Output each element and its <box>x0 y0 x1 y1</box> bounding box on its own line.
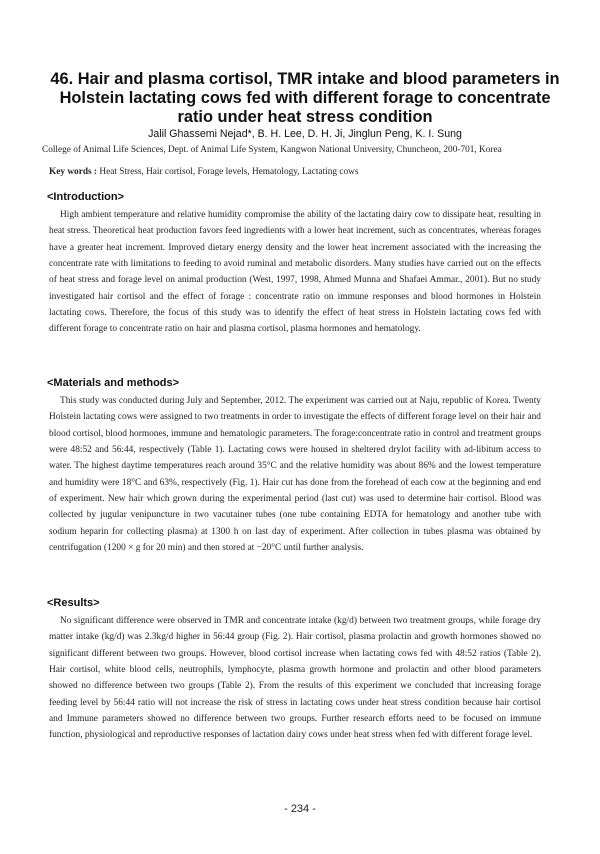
keywords-label: Key words : <box>49 167 98 177</box>
page-number: - 234 - <box>284 803 316 815</box>
methods-paragraph <box>49 393 541 556</box>
results-paragraph <box>49 613 541 744</box>
results-text: No significant difference were observed in TMR and concentrate intake (kg/d) between two treatment groups, while forage dry matter intake (kg/d) was 2.3kg/d higher in 56:44 group (Fig. 2). Hair cortisol, plasma prolactin and growth hormones showed no significant different between two groups. However, blood cortisol increase when lactating cows fed with 48:52 ratios (Table 2). Hair cortisol, white blood cells, neutrophils, lymphocyte, plasma growth hormone and prolactin and other blood parameters showed no difference between two groups (Table 2). From the results of this experiment we concluded that increasing forage feeding level by 56:44 ratio will not increase the risk of stress in lactating cows under heat stress condition because hair cortisol and Immune parameters showed no difference between two groups. Further research efforts need to be focused on immune function, physiological and reproductive responses of lactation dairy cows under heat stress when fed with different forage level. <box>49 616 541 741</box>
results-heading: <Results> <box>47 597 100 609</box>
introduction-heading: <Introduction> <box>47 191 124 203</box>
introduction-text: High ambient temperature and relative humidity compromise the ability of the lactating dairy cow to dissipate heat, resulting in heat stress. Theoretical heat production favors feed ingredients with a lower heat increment, such as concentrates, whereas forages have a greater heat increment. Improved dietary energy density and the lower heat increment associated with the increasing the concentrate rate with limitations to feeding to avoid ruminal and metabolic disorders. Many studies have carried out on the effects of heat stress and forage level on animal production (West, 1997, 1998, Ahmed Munna and Shafaei Ammar., 2001). But no study investigated hair cortisol and the effect of forage : concentrate ratio on immune responses and blood hormones in Holstein lactating cows. Therefore, the focus of this study was to identify the effect of heat stress in Holstein lactating cows fed with different forage to concentrate ratio on hair and plasma cortisol, plasma hormones and hematology. <box>49 210 541 335</box>
keywords-text: Heat Stress, Hair cortisol, Forage levels, Hematology, Lactating cows <box>99 167 359 177</box>
methods-text: This study was conducted during July and September, 2012. The experiment was carried out at Naju, republic of Korea. Twenty Holstein lactating cows were assigned to two treatments in order to investigate the effects of different forage level on their hair and blood cortisol, blood hormones, immune and hematologic parameters. The forage:concentrate ratio in control and treatment groups were 48:52 and 56:44, respectively (Table 1). Lactating cows were housed in sheltered drylot facility with ad-libitum access to water. The highest daytime temperatures reach around 35°C and the relative humidity was about 86% and the lowest temperature and humidity were 18°C and 63%, respectively (Fig. 1). Hair cut has done from the forehead of each cow at the beginning and end of experiment. New hair which grown during the experimental period (last cut) was used to determine hair cortisol. Blood was collected by jugular venipuncture in two vacutainer tubes (one tube containing EDTA for hematology and another tube with sodium heparin for collecting plasma) at 1300 h on last day of experiment. After collection in tubes plasma was obtained by centrifugation (1200 × g for 20 min) and then stored at −20°C until further analysis. <box>49 396 541 554</box>
paper-title: 46. Hair and plasma cortisol, TMR intake and blood parameters in Holstein lactating cows fed with different forage to concentrate ratio under heat stress condition <box>50 70 560 126</box>
methods-heading: <Materials and methods> <box>47 377 180 389</box>
author-list: Jalil Ghassemi Nejad*, B. H. Lee, D. H. Ji, Jinglun Peng, K. I. Sung <box>148 128 462 140</box>
keywords-line <box>49 167 569 177</box>
affiliation: College of Animal Life Sciences, Dept. of Animal Life System, Kangwon National University, Chuncheon, 200-701, Korea <box>42 145 502 155</box>
introduction-paragraph <box>49 207 541 338</box>
